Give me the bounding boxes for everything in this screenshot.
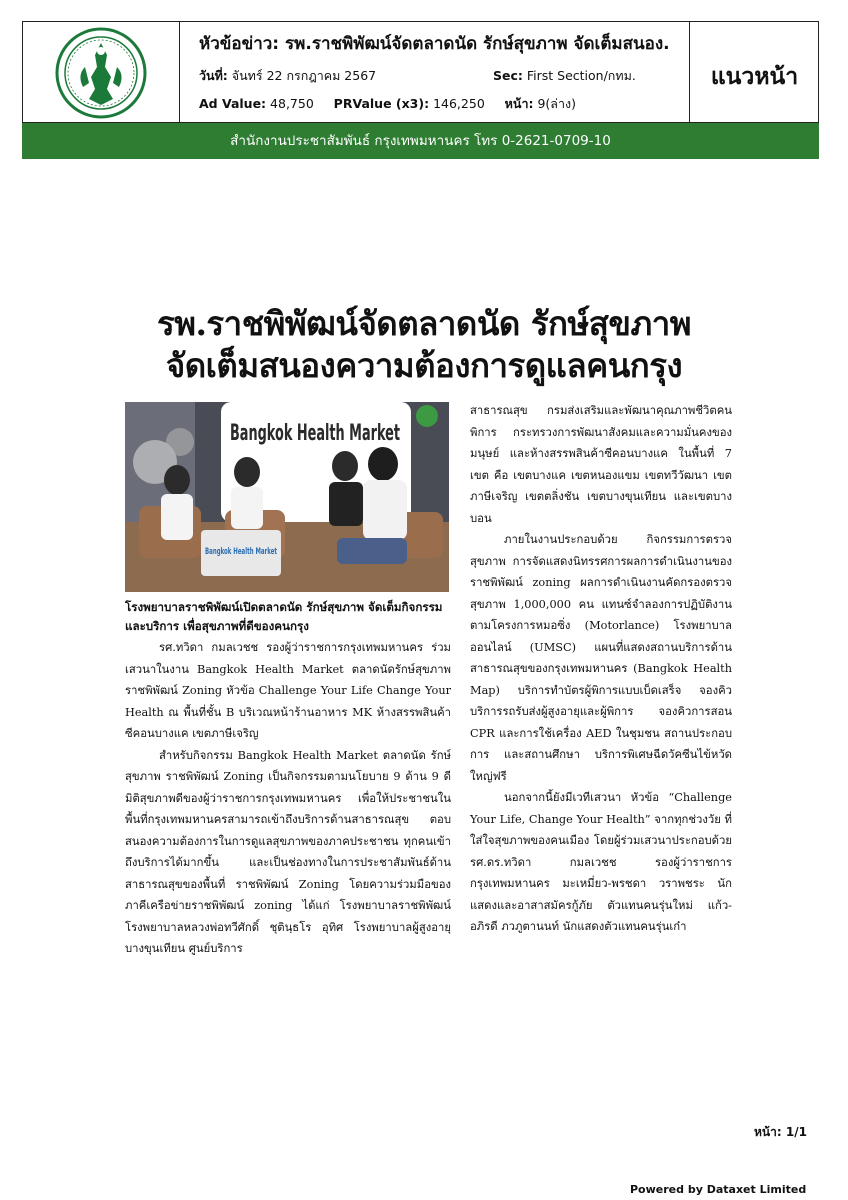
- article-column-left: [125, 637, 451, 960]
- footer-page-label: หน้า:: [754, 1125, 782, 1139]
- photo-sign-text: Bangkok Health Market: [230, 421, 401, 446]
- right-paragraph-1: สาธารณสุข กรมส่งเสริมและพัฒนาคุณภาพชีวิตคนพิการ กระทรวงการพัฒนาสังคมและความมั่นคงของมนุษย์ และห้างสรรพสินค้าซีคอนบางแค ในพื้นที่ 7 เขต คือ เขตบางแค เขตหนองแขม เขตทวีวัฒนา เขตภาษีเจริญ เขตตลิ่งชัน เขตบางขุนเทียน และเขตบางบอน: [470, 404, 732, 525]
- date-value: จันทร์ 22 กรกฎาคม 2567: [231, 68, 377, 83]
- title-line-1: รพ.ราชพิพัฒน์จัดตลาดนัด รักษ์สุขภาพ: [156, 304, 692, 343]
- date-row: [199, 66, 376, 86]
- logo-cell: [23, 22, 180, 122]
- article-column-right: [470, 400, 732, 938]
- right-paragraph-3: นอกจากนี้ยังมีเวทีเสวนา หัวข้อ “Challenge Your Life, Change Your Health” จากทุกช่วงวัย ที่ใส่ใจสุขภาพของคนเมือง โดยผู้ร่วมเสวนาประกอบด้วย รศ.ดร.ทวิดา กมลเวชช รองผู้ว่าราชการกรุงเทพมหานคร มะเหมี่ยว-พรชดา วราพชระ นักแสดงและอาสาสมัครกู้ภัย ตัวแทนคนรุ่นใหม่ แก้ว-อภิรดี ภวภูตานนท์ นักแสดงตัวแทนคนรุ่นเก๋า: [470, 791, 732, 933]
- date-label: วันที่:: [199, 68, 228, 83]
- office-bar: สำนักงานประชาสัมพันธ์ กรุงเทพมหานคร โทร 0-2621-0709-10: [22, 123, 819, 159]
- bangkok-seal-icon: [55, 27, 147, 119]
- footer-page-value: 1/1: [785, 1125, 807, 1139]
- clipping-header: [22, 21, 819, 123]
- section-row: [493, 66, 636, 86]
- ad-value: 48,750: [270, 96, 314, 111]
- headline-row: [199, 30, 699, 57]
- footer-page-number: [754, 1123, 807, 1142]
- pr-value-label: PRValue (x3):: [333, 96, 430, 111]
- page-label: หน้า:: [504, 96, 534, 111]
- headline-label: หัวข้อข่าว:: [199, 34, 280, 54]
- sec-value: First Section/กทม.: [526, 68, 636, 83]
- right-paragraph-2: ภายในงานประกอบด้วย กิจกรรมการตรวจสุขภาพ การจัดแสดงนิทรรศการผลการดำเนินงานของ ราชพิพัฒน์ zoning ผลการดำเนินงานคัดกรองตรวจสุขภาพ 1,000,000 คน แทนซ์จำลองการปฏิบัติงานตามโครงการหมอซิ่ง (Motorlance) โรงพยาบาลออนไลน์ (UMSC) แผนที่แสดงสถานบริการด้านสาธารณสุขของกรุงเทพมหานคร (Bangkok Health Map) บริการทำบัตรผู้พิการแบบเบ็ดเสร็จ จองคิวบริการรถรับส่งผู้สูงอายุและผู้พิการ จองคิวการสอน CPR และการใช้เครื่อง AED ในชุมชน สถานประกอบการ และสถานศึกษา บริการพิเศษฉีดวัคซีนไข้หวัดใหญ่ฟรี: [470, 533, 732, 783]
- powered-by: Powered by Dataxet Limited: [630, 1183, 807, 1196]
- article-photo: [125, 402, 449, 592]
- article-title: [0, 303, 848, 387]
- headline-text: รพ.ราชพิพัฒน์จัดตลาดนัด รักษ์สุขภาพ จัดเต็มสนอง.: [285, 34, 670, 54]
- ad-value-label: Ad Value:: [199, 96, 267, 111]
- sec-label: Sec:: [493, 68, 523, 83]
- newspaper-name: แนวหน้า: [710, 64, 799, 90]
- page-value: 9(ล่าง): [537, 96, 576, 111]
- value-row: [199, 94, 576, 114]
- left-paragraph-1: รศ.ทวิดา กมลเวชช รองผู้ว่าราชการกรุงเทพมหานคร ร่วมเสวนาในงาน Bangkok Health Market ตลาดนัดรักษ์สุขภาพ ราชพิพัฒน์ Zoning หัวข้อ Challenge Your Life Change Your Health ณ พื้นที่ชั้น B บริเวณหน้าร้านอาหาร MK ห้างสรรพสินค้าซีคอนบางแค เขตภาษีเจริญ: [125, 641, 451, 740]
- title-line-2: จัดเต็มสนองความต้องการดูแลคนกรุง: [165, 346, 683, 385]
- newspaper-name-cell: [689, 22, 819, 122]
- left-paragraph-2: สำหรับกิจกรรม Bangkok Health Market ตลาดนัด รักษ์สุขภาพ ราชพิพัฒน์ Zoning เป็นกิจกรรมตามนโยบาย 9 ด้าน 9 ดี มิติสุขภาพดีของผู้ว่าราชการกรุงเทพมหานคร เพื่อให้ประชาชนในพื้นที่กรุงเทพมหานครสามารถเข้าถึงบริการด้านสาธารณสุข ตอบสนองความต้องการในการดูแลสุขภาพของภาคประชาชน ทุกคนเข้าถึงบริการได้มากขึ้น และเป็นช่องทางในการประชาสัมพันธ์ด้านสาธารณสุขของพื้นที่ ราชพิพัฒน์ Zoning โดยความร่วมมือของภาคีเครือข่ายราชพิพัฒน์ zoning ได้แก่ โรงพยาบาลราชพิพัฒน์ โรงพยาบาลหลวงพ่อทวีศักดิ์ ชุตินฺธโร อุทิศ โรงพยาบาลผู้สูงอายุบางขุนเทียน ศูนย์บริการ: [125, 748, 451, 955]
- photo-banner-text: Bangkok Health Market: [205, 547, 278, 557]
- photo-caption: โรงพยาบาลราชพิพัฒน์เปิดตลาดนัด รักษ์สุขภาพ จัดเต็มกิจกรรมและบริการ เพื่อสุขภาพที่ดีของคนกรุง: [125, 600, 443, 633]
- event-photo-illustration: [125, 402, 449, 592]
- pr-value: 146,250: [433, 96, 485, 111]
